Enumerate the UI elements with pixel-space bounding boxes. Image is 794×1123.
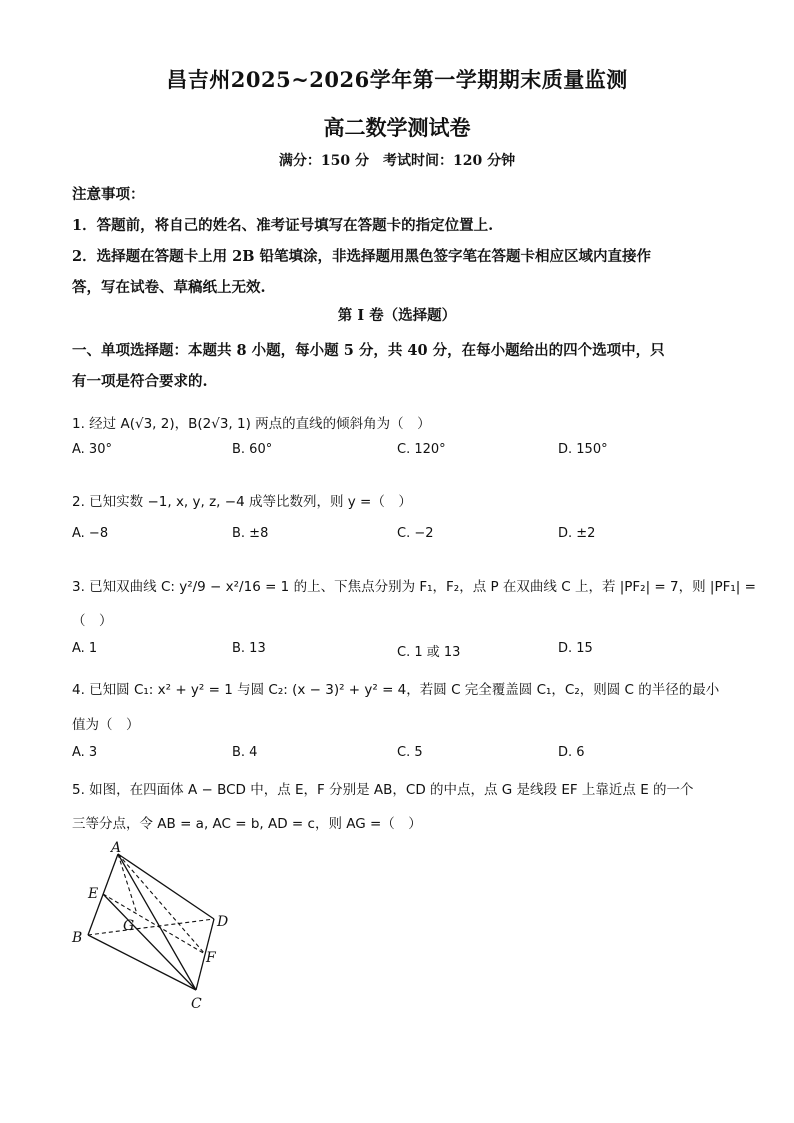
q4-option-b: B. 4 xyxy=(232,745,258,760)
exam-subtitle: 高二数学测试卷 xyxy=(323,115,471,140)
notes-heading: 注意事项： xyxy=(72,186,145,203)
q3-option-d: D. 15 xyxy=(558,641,593,656)
q4-option-a: A. 3 xyxy=(72,745,98,760)
question-2: 2. 已知实数 −1, x, y, z, −4 成等比数列，则 y =（ ） xyxy=(72,494,412,510)
q2-option-c: C. −2 xyxy=(397,526,434,541)
q1-option-b: B. 60° xyxy=(232,442,273,457)
question-4-line-a: 4. 已知圆 C₁: x² + y² = 1 与圆 C₂: (x − 3)² + y² = 4，若圆 C 完全覆盖圆 C₁，C₂，则圆 C 的半径的最小 xyxy=(72,682,720,698)
section-title: 第 I 卷（选择题） xyxy=(337,307,457,324)
label-B: B xyxy=(72,930,83,946)
question-5-line-a: 5. 如图，在四面体 A − BCD 中，点 E，F 分别是 AB，CD 的中点，点 G 是线段 EF 上靠近点 E 的一个 xyxy=(72,782,694,798)
section-intro-b: 有一项是符合要求的. xyxy=(72,373,208,390)
question-4-line-b: 值为（ ） xyxy=(72,717,140,733)
q3-option-c: C. 1 或 13 xyxy=(397,645,461,660)
question-5-line-b: 三等分点，令 AB = a, AC = b, AD = c，则 AG =（ ） xyxy=(72,816,422,832)
notes-item-2a: 2．选择题在答题卡上用 2B 铅笔填涂，非选择题用黑色签字笔在答题卡相应区域内直接作 xyxy=(72,248,652,265)
q3-option-a: A. 1 xyxy=(72,641,98,656)
q4-option-d: D. 6 xyxy=(558,745,585,760)
question-3-line-b: （ ） xyxy=(72,613,113,629)
label-F: F xyxy=(206,950,216,966)
q1-option-d: D. 150° xyxy=(558,442,608,457)
label-E: E xyxy=(88,886,99,902)
exam-title: 昌吉州2025~2026学年第一学期期末质量监测 xyxy=(166,67,628,92)
tetrahedron-figure xyxy=(66,838,236,1013)
label-C: C xyxy=(191,996,202,1012)
label-G: G xyxy=(123,918,135,934)
notes-item-1: 1．答题前，将自己的姓名、准考证号填写在答题卡的指定位置上. xyxy=(72,217,494,234)
q1-option-c: C. 120° xyxy=(397,442,446,457)
q2-option-b: B. ±8 xyxy=(232,526,269,541)
q2-option-a: A. −8 xyxy=(72,526,109,541)
q3-option-b: B. 13 xyxy=(232,641,266,656)
q4-option-c: C. 5 xyxy=(397,745,423,760)
q1-option-a: A. 30° xyxy=(72,442,112,457)
exam-info: 满分：150 分 考试时间：120 分钟 xyxy=(278,153,516,169)
section-intro-a: 一、单项选择题：本题共 8 小题，每小题 5 分，共 40 分，在每小题给出的四个选项中，只 xyxy=(72,342,665,359)
notes-item-2b: 答，写在试卷、草稿纸上无效. xyxy=(72,279,266,296)
label-A: A xyxy=(111,840,122,856)
q2-option-d: D. ±2 xyxy=(558,526,596,541)
segment-AG xyxy=(118,854,137,914)
question-1: 1. 经过 A(√3, 2)，B(2√3, 1) 两点的直线的倾斜角为（ ） xyxy=(72,416,431,432)
edge-BD xyxy=(88,919,214,935)
label-D: D xyxy=(217,914,229,930)
question-3-line-a: 3. 已知双曲线 C: y²/9 − x²/16 = 1 的上、下焦点分别为 F₁，F₂，点 P 在双曲线 C 上，若 |PF₂| = 7，则 |PF₁| = xyxy=(72,579,756,595)
